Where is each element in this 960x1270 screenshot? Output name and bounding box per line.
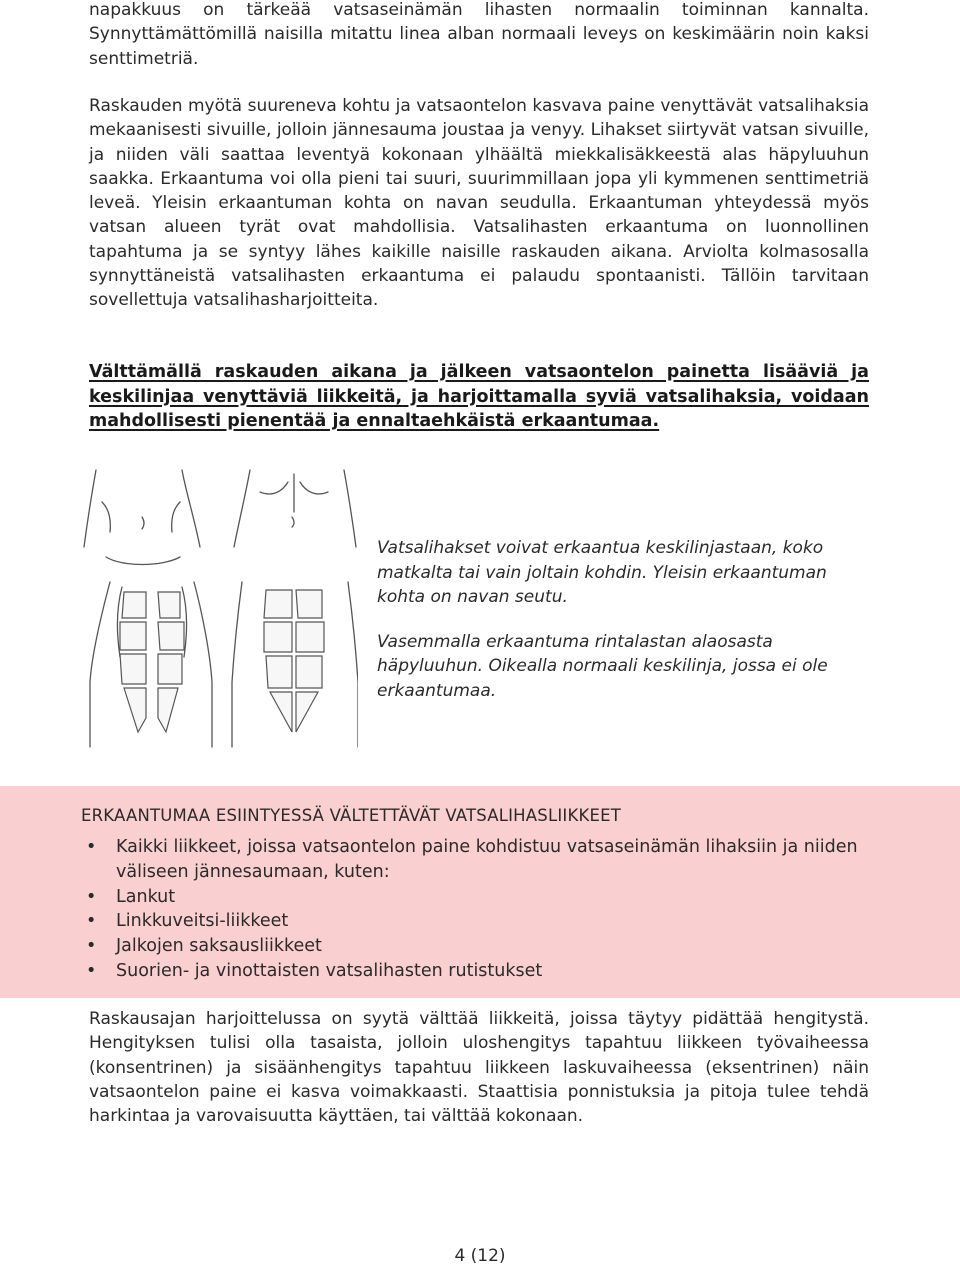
- list-item: [81, 835, 861, 885]
- avoid-exercises-box: [0, 786, 960, 998]
- bullet-icon: •: [86, 936, 97, 957]
- list-item: [81, 885, 861, 910]
- breathing-paragraph: Raskausajan harjoittelussa on syytä välttää liikkeitä, joissa täytyy pidättää hengitystä. Hengityksen tulisi olla tasaista, jolloin uloshengitys tapahtuu liikkeen työvaiheessa (konsentrinen) ja sisäänhengitys tapahtuu liikkeen laskuvaiheessa (eksentrinen) näin vatsaontelon paine ei kasva voimakkaasti. Staattisia ponnistuksia ja pitoja tulee tehdä harkintaa ja varovaisuutta käyttäen, tai välttää kokonaan.: [89, 1009, 869, 1127]
- page-number: 4 (12): [454, 1246, 506, 1266]
- avoid-exercises-title: ERKAANTUMAA ESIINTYESSÄ VÄLTETTÄVÄT VATSALIHASLIIKKEET: [81, 806, 622, 825]
- list-item-text: Jalkojen saksausliikkeet: [116, 936, 322, 957]
- list-item: [81, 909, 861, 934]
- figure-caption-2: Vasemmalla erkaantuma rintalastan alaosasta häpyluuhun. Oikealla normaali keskilinja, jossa ei ole erkaantumaa.: [377, 631, 828, 701]
- abdomen-illustration: [82, 462, 358, 752]
- list-item-text: Suorien- ja vinottaisten vatsalihasten rutistukset: [116, 960, 543, 981]
- figure-caption-1: Vatsalihakset voivat erkaantua keskilinjastaan, koko matkalta tai vain joltain kohdin. Yleisin erkaantuman kohta on navan seutu.: [377, 538, 827, 607]
- diastasis-paragraph: Raskauden myötä suureneva kohtu ja vatsaontelon kasvava paine venyttävät vatsalihaksia mekaanisesti sivuille, jolloin jännesauma joustaa ja venyy. Lihakset siirtyvät vatsan sivuille, ja niiden väli saattaa leventyä kokonaan ylhäältä miekkalisäkkeestä alas häpyluuhun saakka. Erkaantuma voi olla pieni tai suuri, suurimmillaan jopa yli kymmenen senttimetriä leveä. Yleisin erkaantuman kohta on navan seudulla. Erkaantuman yhteydessä myös vatsan alueen tyrät ovat mahdollisia. Vatsalihasten erkaantuma on luonnollinen tapahtuma ja se syntyy lähes kaikille naisille raskauden aikana. Arviolta kolmasosalla synnyttäneistä vatsalihasten erkaantuma ei palaudu spontaanisti. Tällöin tarvitaan sovellettuja vatsalihasharjoitteita.: [89, 96, 869, 311]
- bullet-icon: •: [86, 960, 97, 981]
- bullet-icon: •: [86, 837, 97, 857]
- list-item-text: Kaikki liikkeet, joissa vatsaontelon paine kohdistuu vatsaseinämän lihaksiin ja niiden väliseen jännesaumaan, kuten:: [116, 837, 858, 882]
- list-item: [81, 934, 861, 959]
- key-message: Välttämällä raskauden aikana ja jälkeen vatsaontelon painetta lisääviä ja keskilinjaa venyttäviä liikkeitä, ja harjoittamalla syviä vatsalihaksia, voidaan mahdollisesti pienentää ja ennaltaehkäistä erkaantumaa.: [89, 362, 869, 431]
- list-item: [81, 959, 861, 984]
- bullet-icon: •: [86, 911, 97, 932]
- bullet-icon: •: [86, 886, 97, 907]
- avoid-exercises-list: [81, 835, 861, 984]
- intro-paragraph: napakkuus on tärkeää vatsaseinämän lihasten normaalin toiminnan kannalta. Synnyttämättömillä naisilla mitattu linea alban normaali leveys on keskimäärin noin kaksi senttimetriä.: [89, 0, 869, 69]
- figure-captions: [377, 536, 873, 723]
- list-item-text: Lankut: [116, 886, 176, 907]
- list-item-text: Linkkuveitsi-liikkeet: [116, 911, 289, 932]
